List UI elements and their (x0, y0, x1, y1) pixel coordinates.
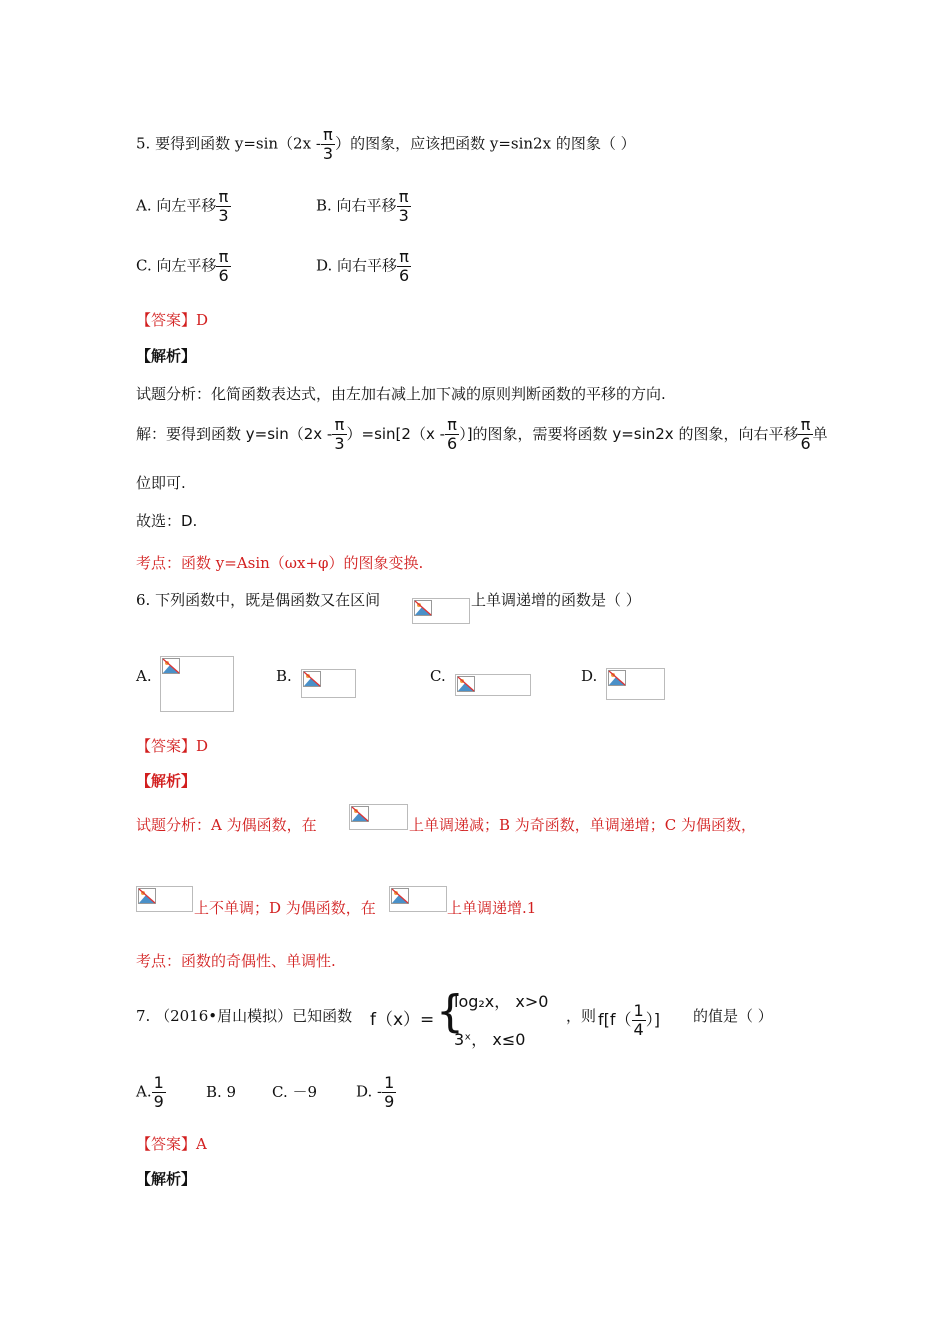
broken-image-icon (162, 658, 180, 674)
q5-stem (136, 126, 636, 163)
q6-option-d-label: D. (581, 667, 598, 685)
q7-brace: { (436, 986, 464, 1037)
broken-image-icon (138, 888, 156, 904)
q5-option-d: D. 向右平移 $\frac{\pi}{6}$ (316, 247, 410, 285)
q6-option-a-label: A. (136, 667, 152, 685)
broken-image-icon (608, 670, 626, 686)
broken-image-analysis-3 (389, 886, 447, 912)
q5-analysis-title: 【解析】 (136, 347, 197, 365)
q6-stem-b: 上单调递增的函数是（ ） (471, 591, 641, 609)
broken-image-icon (303, 671, 321, 687)
q6-stem-a: 6. 下列函数中，既是偶函数又在区间 (136, 591, 381, 609)
q6-kaodian: 考点：函数的奇偶性、单调性. (136, 952, 336, 970)
q6-analysis-title: 【解析】 (136, 772, 197, 790)
q7-stem-c: 的值是（ ） (693, 1007, 773, 1025)
q5-option-a: A. 向左平移 $\frac{\pi}{3}$ (136, 187, 229, 225)
q5-solution: 解：要得到函数 y=sin（2x - $\frac{\pi}{3}$ ）=sin[2（x - $\frac{\pi}{6}$ ）]的图象，需要将函数 y=sin2x 的图象，向右平移 $\frac{\pi}{6}$ 单 (136, 415, 828, 453)
broken-image-analysis-2 (136, 886, 193, 912)
q5-answer: 【答案】D (136, 311, 209, 329)
broken-image-icon (391, 888, 409, 904)
broken-image-option-b (301, 669, 356, 698)
q6-option-b-label: B. (276, 667, 292, 685)
q5-kaodian: 考点：函数 y=Asin（ωx+φ）的图象变换. (136, 554, 424, 572)
q5-choose: 故选：D. (136, 512, 198, 530)
broken-image-option-a (160, 656, 234, 712)
q6-analysis-line2-b: 上单调递增.1 (447, 899, 537, 917)
q5-option-b: B. 向右平移 $\frac{\pi}{3}$ (316, 187, 409, 225)
broken-image-icon (414, 600, 432, 616)
q6-analysis-line1-b: 上单调递减；B 为奇函数，单调递增；C 为偶函数， (409, 816, 757, 834)
q6-analysis-line2-a: 上不单调；D 为偶函数，在 (194, 899, 376, 917)
q5-stem-pre: 5. 要得到函数 y=sin（2x - (136, 134, 321, 153)
q7-option-c: C. －9 (272, 1083, 318, 1101)
q6-answer: 【答案】D (136, 737, 209, 755)
q7-fx: f（x）= (370, 1010, 435, 1030)
q5-stem-post: ）的图象，应该把函数 y=sin2x 的图象（ ） (335, 134, 636, 153)
q5-solution-cont: 位即可. (136, 474, 186, 492)
q6-analysis-line1-a: 试题分析：A 为偶函数，在 (136, 816, 317, 834)
q7-case-2: 3ˣ， x≤0 (454, 1030, 526, 1049)
q7-case-1: log₂x， x>0 (454, 992, 549, 1011)
q7-answer: 【答案】A (136, 1135, 207, 1153)
q7-option-b: B. 9 (206, 1083, 237, 1101)
q7-stem-b: ，则 (566, 1007, 597, 1025)
q5-option-c: C. 向左平移 $\frac{\pi}{6}$ (136, 247, 229, 285)
broken-image-interval (412, 598, 470, 624)
q5-analysis-text: 试题分析：化简函数表达式，由左加右减上加下减的原则判断函数的平移的方向. (136, 385, 666, 403)
q7-option-a: A. $\frac{1}{9}$ (136, 1073, 164, 1111)
broken-image-icon (457, 676, 475, 692)
broken-image-icon (351, 806, 369, 822)
broken-image-option-d (606, 668, 665, 700)
q5-stem-fraction: $\frac{\pi}{3}$ (322, 125, 334, 163)
q7-ff-expr: f[f（ $\frac{1}{4}$ ）] (598, 1001, 660, 1039)
q7-option-d: D. - $\frac{1}{9}$ (356, 1073, 395, 1111)
q6-option-c-label: C. (430, 667, 446, 685)
q7-stem-a: 7. （2016•眉山模拟）已知函数 (136, 1007, 353, 1025)
broken-image-option-c (455, 674, 531, 696)
broken-image-analysis-1 (349, 804, 408, 830)
q7-analysis-title: 【解析】 (136, 1170, 197, 1188)
